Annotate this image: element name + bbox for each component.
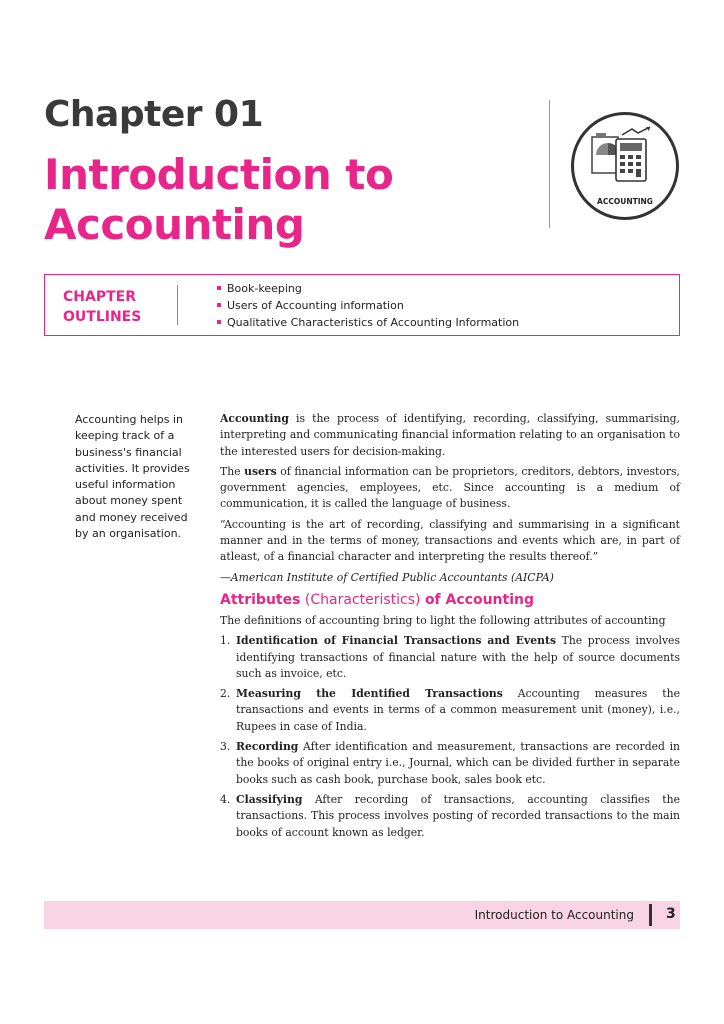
attribute-term: Identification of Financial Transactions and Events bbox=[236, 634, 557, 648]
outlines-heading bbox=[63, 287, 141, 327]
attributes-heading bbox=[220, 590, 680, 610]
outline-item: Book-keeping bbox=[217, 280, 519, 297]
attributes-intro: The definitions of accounting bring to light the following attributes of accounting bbox=[220, 613, 666, 627]
page-number: 3 bbox=[666, 906, 676, 922]
users-paragraph bbox=[220, 464, 680, 513]
attribute-text: After identification and measurement, transactions are recorded in the books of original entry i.e., Journal, which can be divided further in separate books such as cash book, purchase book, sales book etc. bbox=[236, 740, 680, 786]
chapter-number: Chapter 01 bbox=[44, 94, 264, 135]
attribute-item bbox=[220, 739, 680, 788]
chapter-outlines-box bbox=[44, 274, 680, 336]
attribute-item bbox=[220, 633, 680, 682]
attribute-term: Recording bbox=[236, 740, 299, 754]
side-note: Accounting helps in keeping track of a business's financial activities. It provides useful information about money spent and money received by an organisation. bbox=[75, 413, 190, 541]
outlines-heading-line2: OUTLINES bbox=[63, 309, 142, 325]
chapter-title-line2: Accounting bbox=[44, 200, 305, 249]
main-content bbox=[220, 411, 680, 845]
attribute-text: After recording of transactions, accounting classifies the transactions. This process involves posting of recorded transactions to the main books of account known as ledger. bbox=[236, 792, 680, 839]
users-pre: The bbox=[220, 464, 245, 478]
aicpa-quote: “Accounting is the art of recording, classifying and summarising in a significant manner and in the terms of money, transactions and events which are, in part of atleast, of a financial character and interpreting the results thereof.” bbox=[220, 517, 680, 564]
attribute-item bbox=[220, 686, 680, 735]
badge-label: ACCOUNTING bbox=[597, 197, 653, 206]
outlines-list bbox=[217, 280, 519, 331]
definition-text: is the process of identifying, recording, classifying, summarising, interpreting and communicating financial information relating to an organisation to the interested users for decision-making. bbox=[220, 412, 680, 458]
header-divider bbox=[549, 100, 550, 228]
outline-item: Qualitative Characteristics of Accounting Information bbox=[217, 314, 519, 331]
chapter-title-line1: Introduction to bbox=[44, 150, 394, 199]
term-users: users bbox=[244, 464, 277, 478]
footer-divider bbox=[649, 904, 652, 926]
accounting-badge bbox=[571, 112, 679, 220]
definition-paragraph bbox=[220, 411, 680, 460]
chapter-title bbox=[44, 150, 393, 250]
attributes-list bbox=[220, 633, 680, 841]
attribute-item bbox=[220, 792, 680, 841]
outlines-heading-line1: CHAPTER bbox=[63, 289, 136, 305]
accounting-icon bbox=[586, 125, 664, 189]
outlines-divider bbox=[177, 285, 178, 325]
attribute-number: 1. bbox=[220, 634, 231, 648]
attribute-term: Classifying bbox=[236, 792, 303, 806]
users-text: of financial information can be proprietors, creditors, debtors, investors, government agencies, employees, etc. Since accounting is a medium of communication, it is called the language of business. bbox=[220, 464, 680, 511]
attributes-heading-bold1: Attributes bbox=[220, 591, 301, 608]
attribute-term: Measuring the Identified Transactions bbox=[236, 687, 503, 701]
attribute-text: Accounting measures the transactions and events in terms of a common measurement unit (money), i.e., Rupees in case of India. bbox=[236, 687, 680, 733]
attributes-heading-mid: (Characteristics) bbox=[300, 591, 425, 608]
attribute-number: 4. bbox=[220, 792, 231, 806]
attribute-number: 3. bbox=[220, 740, 231, 754]
footer-title: Introduction to Accounting bbox=[474, 908, 634, 922]
term-accounting: Accounting bbox=[220, 412, 289, 425]
quote-attribution: —American Institute of Certified Public Accountants (AICPA) bbox=[220, 570, 554, 584]
attribute-text: The process involves identifying transactions of financial nature with the help of source documents such as invoice, etc. bbox=[236, 634, 680, 680]
outline-item: Users of Accounting information bbox=[217, 297, 519, 314]
page-footer bbox=[44, 901, 680, 929]
attributes-heading-bold2: of Accounting bbox=[424, 591, 534, 608]
attribute-number: 2. bbox=[220, 687, 231, 701]
